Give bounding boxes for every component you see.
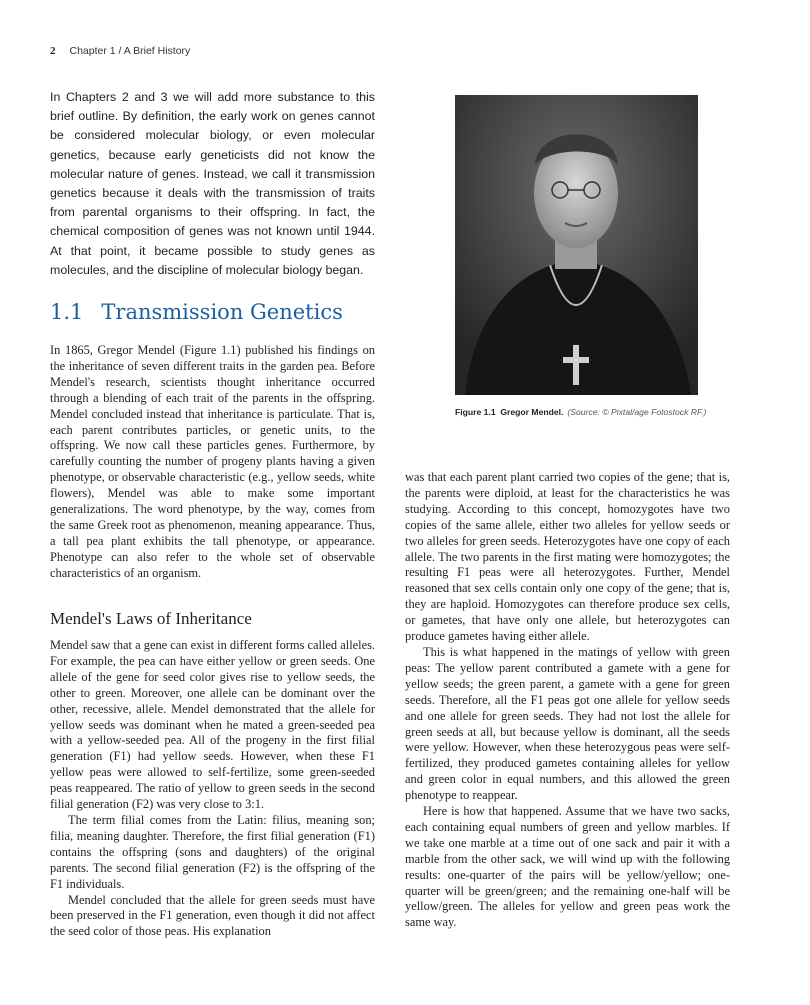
right-column-text <box>405 470 730 931</box>
section-number: 1.1 <box>50 300 84 324</box>
section-heading <box>50 300 343 324</box>
subsection-heading: Mendel's Laws of Inheritance <box>50 609 252 628</box>
chapter-title: Chapter 1 / A Brief History <box>69 45 191 57</box>
body-paragraph: The term filial comes from the Latin: filius, meaning son; filia, meaning daughter. Therefore, the first filial generation (F1) contains the offspring (sons and daughters) of the original parents. The second filial generation (F2) is the offspring of the F1 individuals. <box>50 812 375 891</box>
body-paragraph: was that each parent plant carried two copies of the gene; that is, the parents were diploid, at least for the characteristics he was studying. According to this concept, homozygotes have two copies of the same allele, either two alleles for yellow seeds or two alleles for green seeds. Heterozygotes have one copy of each allele. The two parents in the first mating were homozygotes; the resulting F1 peas were all heterozygotes. Further, Mendel reasoned that sex cells contain only one copy of the gene; that is, they are haploid. Homozygotes can therefore produce sex cells, or gametes, that have only one allele, but heterozygotes can produce gametes having either allele. <box>405 470 730 644</box>
mendel-portrait-photo <box>455 95 698 395</box>
figure-caption <box>455 407 755 417</box>
running-header <box>50 45 190 57</box>
section-paragraph: In 1865, Gregor Mendel (Figure 1.1) published his findings on the inheritance of seven different traits in the garden pea. Before Mendel's research, scientists thought inheritance occurred through a blending of each trait of the parents in the offspring. Mendel concluded instead that inheritance is particulate. That is, each parent contributes particles, or genetic units, to the offspring. We now call these particles genes. Furthermore, by carefully counting the number of progeny plants having a given phenotype, or observable characteristic (e.g., yellow seeds, white flowers), Mendel was able to make some important generalizations. The word phenotype, by the way, comes from the same Greek root as phenomenon, meaning appearance. Thus, a tall pea plant exhibits the tall phenotype, or appearance. Phenotype can also refer to the whole set of observable characteristics of an organism. <box>50 343 375 580</box>
body-paragraph: Mendel concluded that the allele for green seeds must have been preserved in the F1 generation, even though it did not affect the seed color of those peas. His explanation <box>50 892 375 939</box>
page-number: 2 <box>50 45 56 57</box>
intro-paragraph: In Chapters 2 and 3 we will add more substance to this brief outline. By definition, the early work on genes cannot be considered molecular biology, or even molecular genetics, because early geneticists did not know the molecular nature of genes. Instead, we call it transmission genetics because it deals with the transmission of traits from parental organisms to their offspring. In fact, the chemical composition of genes was not known until 1944. At that point, it became possible to study genes as molecules, and the discipline of molecular biology began. <box>50 90 375 277</box>
body-paragraph: Here is how that happened. Assume that we have two sacks, each containing equal numbers of green and yellow marbles. If we take one marble at a time out of one sack and pair it with a marble from the other sack, we will wind up with the following results: one-quarter of the pairs will be yellow/yellow; one-quarter will be green/green; and the remaining one-half will be yellow/green. The alleles for yellow and green peas work the same way. <box>405 804 730 930</box>
figure-source: (Source: © Pixtal/age Fotostock RF.) <box>567 407 707 417</box>
figure-title: Gregor Mendel. <box>500 407 564 417</box>
body-paragraph: This is what happened in the matings of yellow with green peas: The yellow parent contributed a gamete with a gene for yellow seeds; the green parent, a gamete with a gene for green seeds. Therefore, all the F1 peas got one allele for yellow seeds and one allele for green seeds. They had not lost the allele for green seeds at all, but because yellow is dominant, all the seeds were yellow. However, when these heterozygous peas were self-fertilized, they produced gametes containing alleles for yellow and green color in equal numbers, and this allowed the green phenotype to reappear. <box>405 644 730 803</box>
left-column-text <box>50 638 375 940</box>
body-paragraph: Mendel saw that a gene can exist in different forms called alleles. For example, the pea can have either yellow or green seeds. One allele of the gene for seed color gives rise to yellow seeds, the other to green. Moreover, one allele can be dominant over the other, recessive, allele. Mendel demonstrated that the allele for yellow seeds was dominant when he mated a green-seeded pea with a yellow-seeded pea. All of the progeny in the first filial generation (F1) had yellow seeds. However, when these F1 yellow peas were allowed to self-fertilize, some green-seeded peas reappeared. The ratio of yellow to green seeds in the second filial generation (F2) was very close to 3:1. <box>50 638 375 812</box>
section-title: Transmission Genetics <box>101 300 343 324</box>
figure-label: Figure 1.1 <box>455 407 496 417</box>
